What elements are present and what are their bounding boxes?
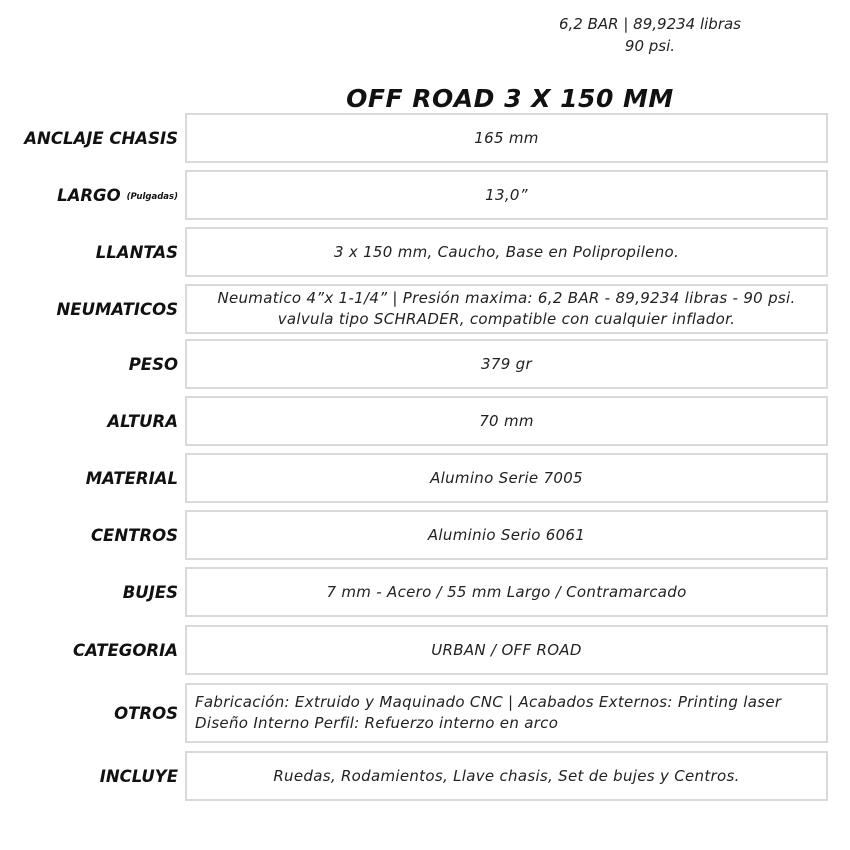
spec-value: Aluminio Serio 6061 <box>427 525 586 544</box>
spec-row-anclaje-chasis <box>0 113 850 163</box>
spec-value: 379 gr <box>481 354 532 373</box>
spec-value-cell <box>185 170 828 220</box>
spec-value: 3 x 150 mm, Caucho, Base en Polipropileno. <box>333 242 680 261</box>
spec-row-bujes <box>0 567 850 617</box>
spec-value-cell <box>185 113 828 163</box>
spec-sublabel: (Pulgadas) <box>126 192 178 202</box>
spec-value-cell <box>185 339 828 389</box>
spec-value-cell <box>185 510 828 560</box>
spec-label: CATEGORIA <box>72 640 178 660</box>
pressure-note-line-2: 90 psi. <box>624 37 676 55</box>
spec-row-centros <box>0 510 850 560</box>
spec-value-cell <box>185 453 828 503</box>
spec-row-material <box>0 453 850 503</box>
spec-row-llantas <box>0 227 850 277</box>
spec-value-cell <box>185 751 828 801</box>
spec-value: URBAN / OFF ROAD <box>431 640 582 659</box>
spec-value-cell <box>185 683 828 743</box>
spec-row-largo <box>0 170 850 220</box>
spec-label: ALTURA <box>107 411 178 431</box>
spec-value-cell <box>185 227 828 277</box>
spec-value: 165 mm <box>474 128 539 147</box>
spec-row-incluye <box>0 751 850 801</box>
spec-label: CENTROS <box>90 525 178 545</box>
spec-label: PESO <box>128 354 178 374</box>
page-title: OFF ROAD 3 X 150 MM <box>346 84 674 113</box>
spec-row-otros <box>0 683 850 743</box>
spec-value-line: Fabricación: Extruido y Maquinado CNC | Acabados Externos: Printing laser <box>195 693 782 711</box>
spec-value: 7 mm - Acero / 55 mm Largo / Contramarcado <box>326 582 687 601</box>
spec-value-cell <box>185 567 828 617</box>
spec-value: Alumino Serie 7005 <box>430 468 583 487</box>
spec-label: NEUMATICOS <box>56 299 178 319</box>
spec-label: LARGO <box>57 185 121 205</box>
spec-label: BUJES <box>122 582 178 602</box>
spec-row-altura <box>0 396 850 446</box>
spec-label-group <box>0 170 178 220</box>
spec-value-cell <box>185 284 828 334</box>
spec-row-peso <box>0 339 850 389</box>
spec-value-cell <box>185 396 828 446</box>
spec-row-categoria <box>0 625 850 675</box>
spec-value-line: Neumatico 4”x 1-1/4” | Presión maxima: 6,2 BAR - 89,9234 libras - 90 psi. <box>217 289 796 307</box>
pressure-note-line-1: 6,2 BAR | 89,9234 libras <box>558 15 741 33</box>
spec-label: ANCLAJE CHASIS <box>24 128 178 148</box>
spec-value-line: valvula tipo SCHRADER, compatible con cualquier inflador. <box>277 310 736 328</box>
spec-value-line: Diseño Interno Perfil: Refuerzo interno en arco <box>195 714 559 732</box>
spec-label: OTROS <box>114 703 178 723</box>
spec-label: INCLUYE <box>99 766 178 786</box>
spec-value: 13,0” <box>485 185 528 204</box>
spec-value: Ruedas, Rodamientos, Llave chasis, Set de bujes y Centros. <box>273 766 740 785</box>
spec-value: 70 mm <box>479 411 534 430</box>
spec-label: MATERIAL <box>85 468 178 488</box>
spec-value-cell <box>185 625 828 675</box>
spec-label: LLANTAS <box>95 242 178 262</box>
spec-row-neumaticos <box>0 284 850 334</box>
